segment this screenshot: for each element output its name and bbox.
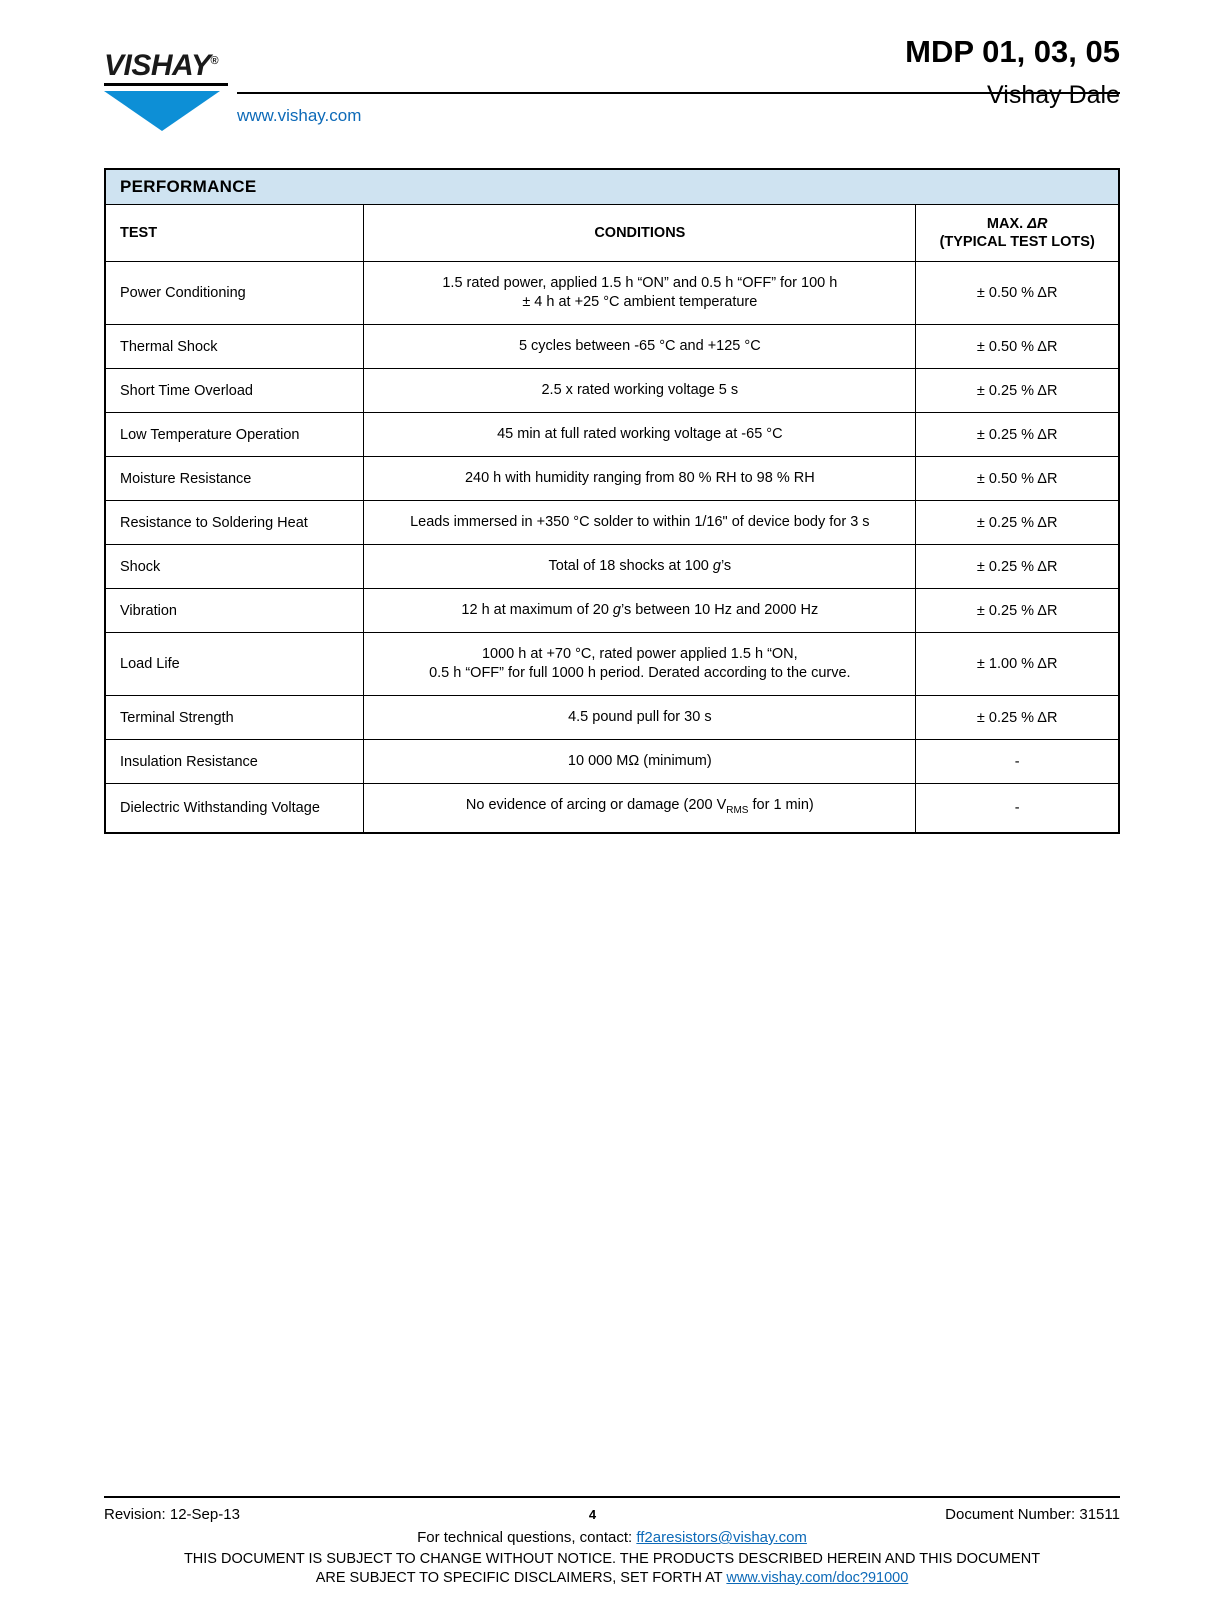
vishay-url-link[interactable]: www.vishay.com [237, 106, 362, 125]
cell-conditions-line2: 0.5 h “OFF” for full 1000 h period. Derated according to the curve. [429, 665, 851, 681]
table-row [106, 545, 1119, 589]
cell-max-dr: ± 1.00 % ΔR [916, 633, 1119, 696]
cell-test: Resistance to Soldering Heat [106, 501, 364, 545]
cell-max-dr: - [916, 784, 1119, 833]
table-row [106, 633, 1119, 696]
cell-conditions-line2: ± 4 h at +25 °C ambient temperature [522, 294, 758, 310]
table-row [106, 740, 1119, 784]
table-header-row [106, 205, 1119, 262]
cell-conditions: No evidence of arcing or damage (200 $V_{RMS}$ for 1 min) [364, 784, 916, 833]
disclaimer-line2-prefix: ARE SUBJECT TO SPECIFIC DISCLAIMERS, SET FORTH AT [315, 1570, 727, 1586]
cell-conditions: 2.5 x rated working voltage 5 s [364, 369, 916, 413]
disclaimer-link[interactable]: www.vishay.com/doc?91000 [726, 1570, 909, 1586]
page-title: MDP 01, 03, 05 [905, 34, 1120, 69]
cell-conditions: 45 min at full rated working voltage at -65 °C [364, 413, 916, 457]
vishay-triangle-icon [104, 91, 220, 131]
cell-test: Shock [106, 545, 364, 589]
footer-meta-row [104, 1506, 1120, 1523]
cell-conditions [364, 262, 916, 325]
page-header [104, 34, 1120, 152]
cell-max-dr: - [916, 740, 1119, 784]
cell-max-dr: ± 0.50 % ΔR [916, 457, 1119, 501]
cell-conditions-line1: 1.5 rated power, applied 1.5 h “ON” and 0.5 h “OFF” for 100 h [442, 275, 838, 291]
disclaimer-line2 [104, 1569, 1120, 1588]
table-band-row [106, 170, 1119, 205]
table-row [106, 413, 1119, 457]
revision-text: Revision: 12-Sep-13 [104, 1506, 240, 1523]
logo-wordmark-text: VISHAY [104, 49, 211, 82]
table-row [106, 369, 1119, 413]
cell-test: Low Temperature Operation [106, 413, 364, 457]
registered-mark-icon: ® [210, 55, 219, 67]
cell-conditions: 240 h with humidity ranging from 80 % RH to 98 % RH [364, 457, 916, 501]
cell-max-dr: ± 0.25 % ΔR [916, 545, 1119, 589]
column-header-max-dr [916, 205, 1119, 262]
performance-table [105, 169, 1119, 833]
vishay-logo [104, 44, 234, 128]
column-header-test: TEST [106, 205, 364, 262]
column-header-max-dr-line1: MAX. ΔR [986, 216, 1048, 232]
header-title-block [905, 34, 1120, 112]
cell-max-dr: ± 0.25 % ΔR [916, 501, 1119, 545]
page-footer [104, 1496, 1120, 1588]
contact-prefix: For technical questions, contact: [417, 1529, 637, 1546]
cell-conditions: 4.5 pound pull for 30 s [364, 696, 916, 740]
document-number: Document Number: 31511 [945, 1506, 1120, 1523]
column-header-max-dr-line2: (TYPICAL TEST LOTS) [939, 234, 1095, 250]
table-row [106, 696, 1119, 740]
cell-test: Dielectric Withstanding Voltage [106, 784, 364, 833]
footer-disclaimer [104, 1550, 1120, 1588]
cell-test: Terminal Strength [106, 696, 364, 740]
document-page [0, 34, 1224, 1618]
cell-conditions-line1: 1000 h at +70 °C, rated power applied 1.5 h “ON, [481, 646, 798, 662]
cell-max-dr: ± 0.25 % ΔR [916, 589, 1119, 633]
contact-email-link[interactable]: ff2aresistors@vishay.com [636, 1529, 807, 1546]
cell-max-dr: ± 0.25 % ΔR [916, 413, 1119, 457]
cell-conditions: 5 cycles between -65 °C and +125 °C [364, 325, 916, 369]
cell-conditions: Total of 18 shocks at 100 g’s [364, 545, 916, 589]
cell-test: Vibration [106, 589, 364, 633]
cell-conditions: Leads immersed in +350 °C solder to within 1/16" of device body for 3 s [364, 501, 916, 545]
cell-conditions: 12 h at maximum of 20 g’s between 10 Hz and 2000 Hz [364, 589, 916, 633]
table-row [106, 501, 1119, 545]
cell-test: Insulation Resistance [106, 740, 364, 784]
performance-table-wrap [104, 168, 1120, 834]
cell-test: Moisture Resistance [106, 457, 364, 501]
cell-test: Power Conditioning [106, 262, 364, 325]
cell-test: Load Life [106, 633, 364, 696]
table-row [106, 262, 1119, 325]
page-number: 4 [588, 1507, 597, 1522]
cell-conditions [364, 633, 916, 696]
footer-divider [104, 1496, 1120, 1498]
disclaimer-line1: THIS DOCUMENT IS SUBJECT TO CHANGE WITHOUT NOTICE. THE PRODUCTS DESCRIBED HEREIN AND THIS DOCUMENT [183, 1551, 1041, 1567]
footer-contact [104, 1529, 1120, 1546]
column-header-conditions: CONDITIONS [364, 205, 916, 262]
logo-rule [104, 83, 228, 86]
cell-max-dr: ± 0.25 % ΔR [916, 696, 1119, 740]
cell-conditions: 10 000 MΩ (minimum) [364, 740, 916, 784]
cell-max-dr: ± 0.50 % ΔR [916, 262, 1119, 325]
cell-test: Thermal Shock [106, 325, 364, 369]
logo-wordmark [104, 44, 234, 83]
table-row [106, 325, 1119, 369]
cell-test: Short Time Overload [106, 369, 364, 413]
table-row [106, 457, 1119, 501]
cell-max-dr: ± 0.25 % ΔR [916, 369, 1119, 413]
table-row [106, 784, 1119, 833]
page-subtitle: Vishay Dale [987, 81, 1120, 109]
table-row [106, 589, 1119, 633]
section-band-title: PERFORMANCE [106, 170, 1119, 205]
cell-max-dr: ± 0.50 % ΔR [916, 325, 1119, 369]
